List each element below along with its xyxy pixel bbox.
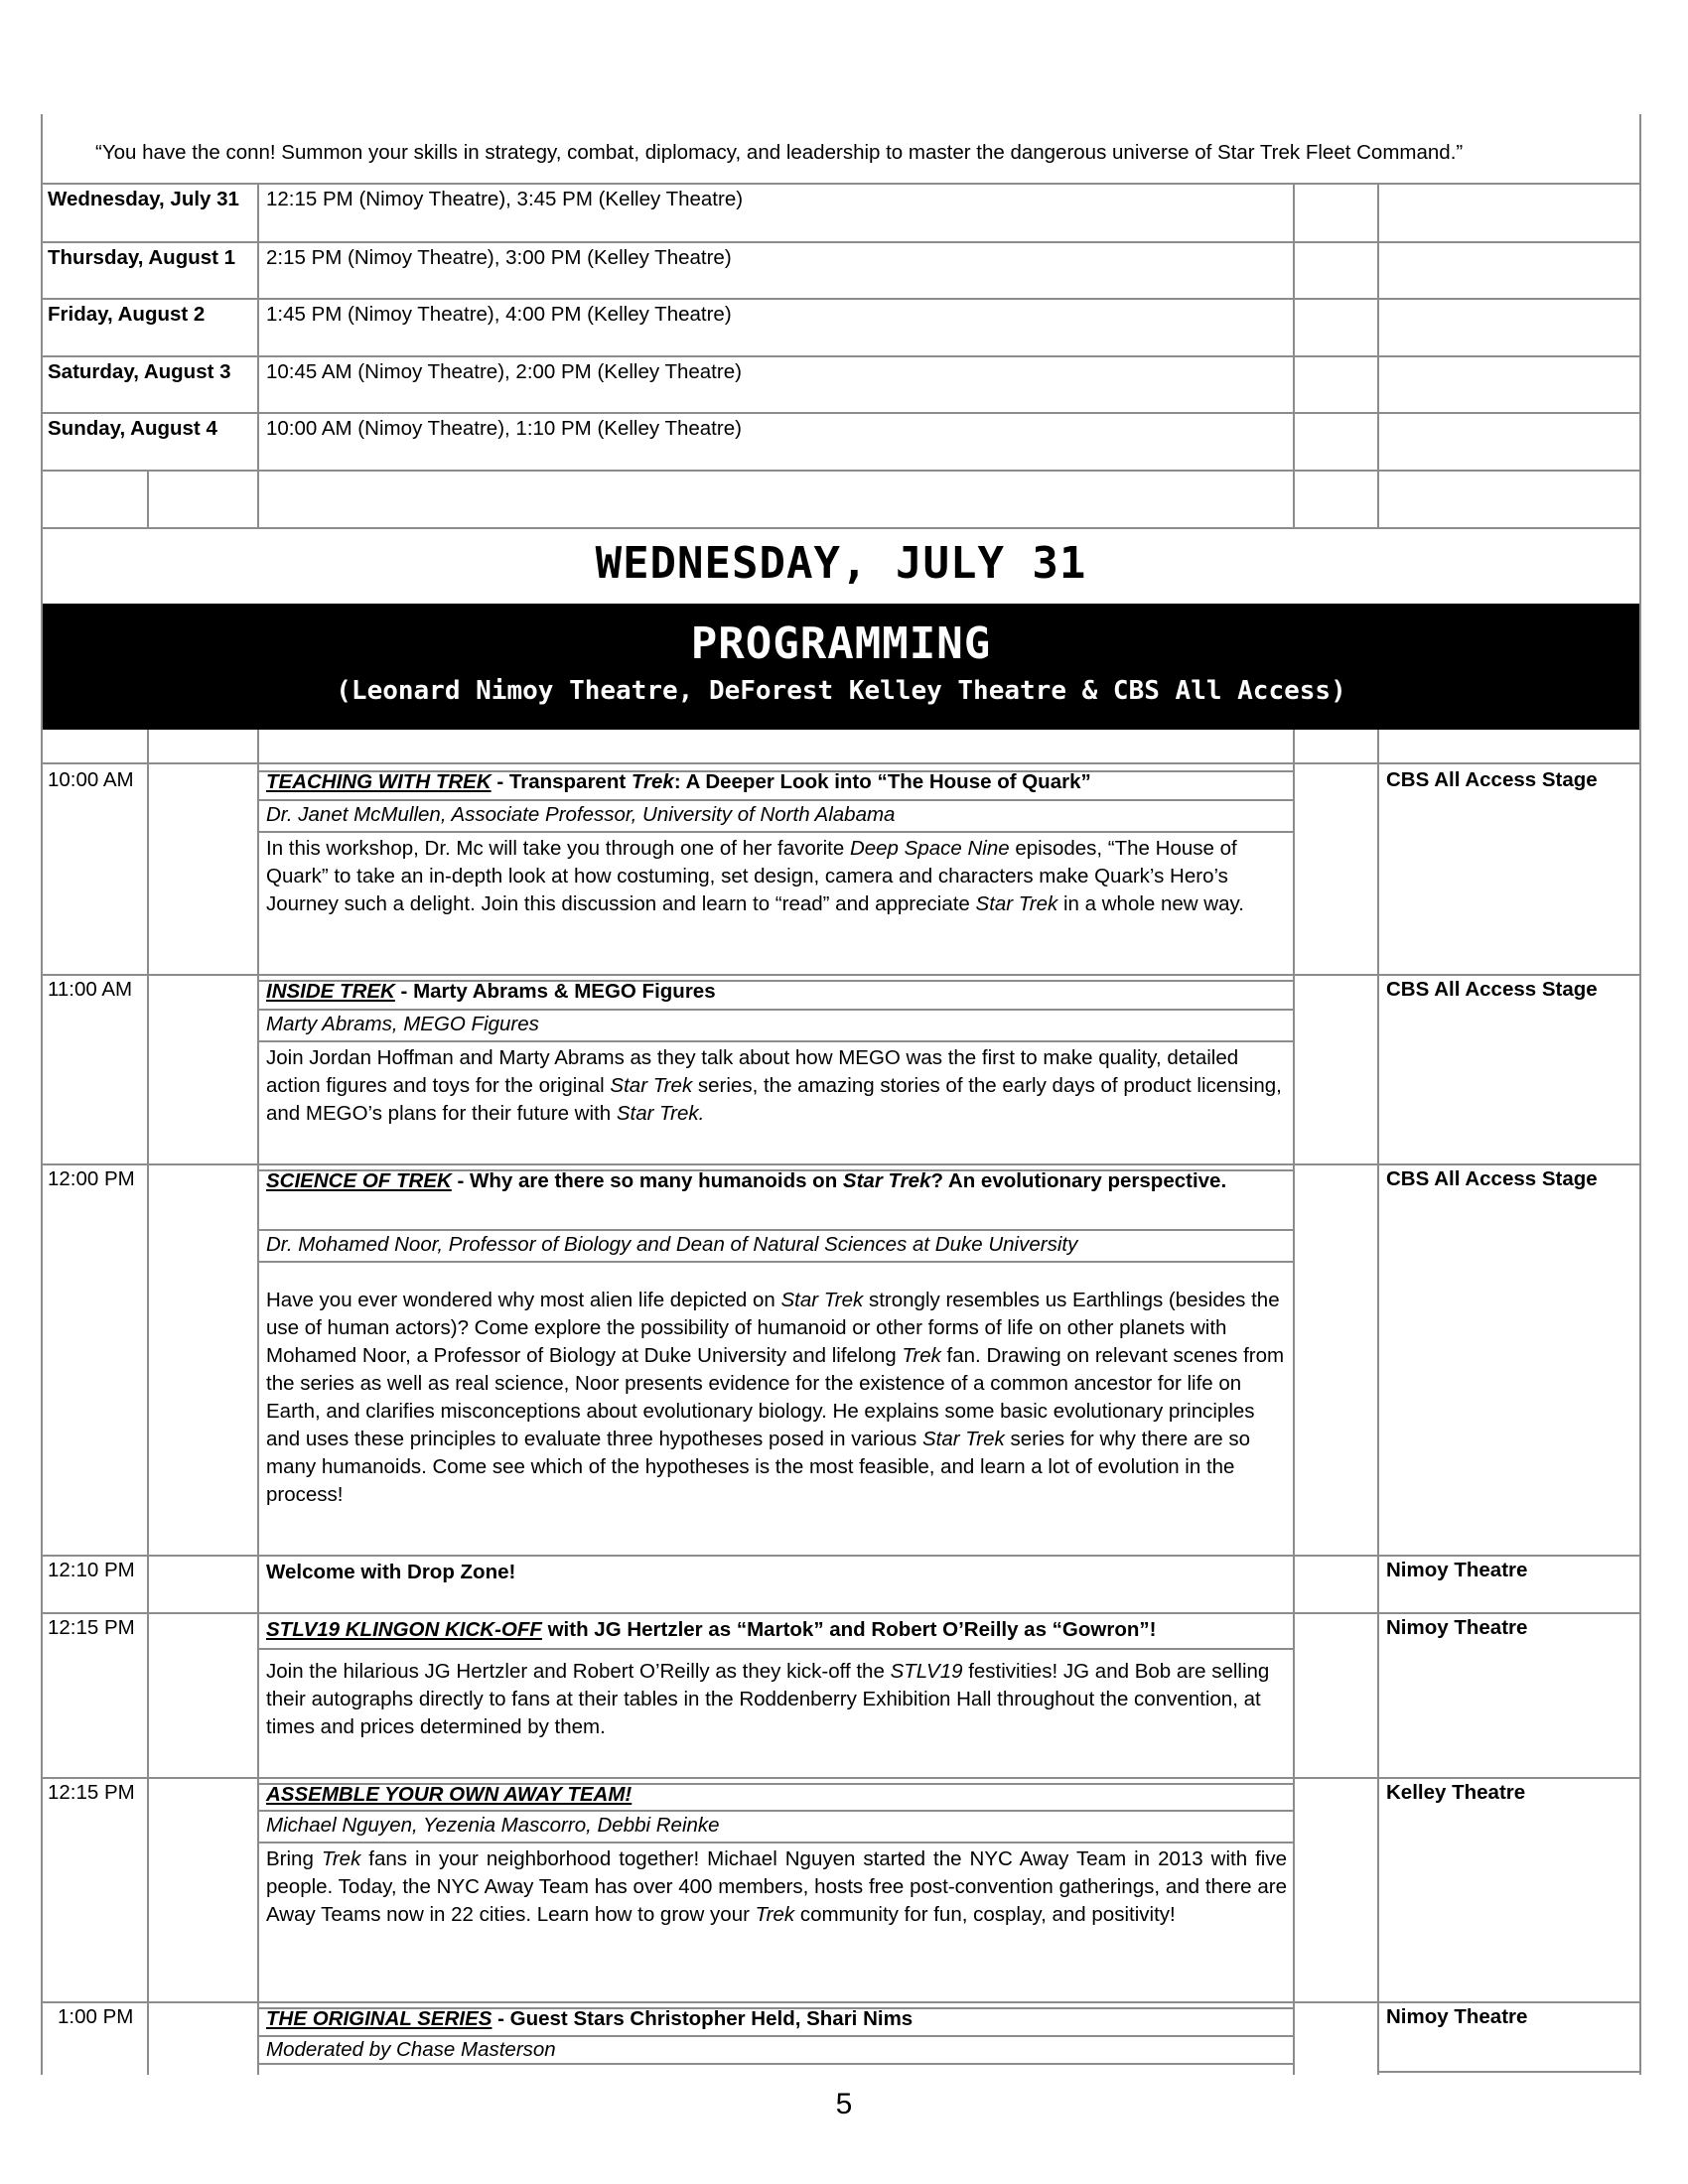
description-italic-run: Star Trek [780,1289,864,1311]
event-presenter: Dr. Janet McMullen, Associate Professor, University of North Alabama [266,803,896,826]
event-series: INSIDE TREK [266,980,395,1003]
event-title [266,978,716,1006]
description-run: festivities! JG and Bob are selling their autographs directly to fans at their tables in the Roddenberry Exhibition Hall throughout the convention, at times and prices determined by them. [266,1660,1270,1738]
event-title [266,768,1091,796]
description-italic-run: Star Trek [610,1074,693,1097]
event-title-text: - Guest Stars Christopher Held, Shari Nims [492,2007,914,2030]
schedule-times-2: 2:15 PM (Nimoy Theatre), 3:00 PM (Kelley Theatre) [266,246,732,269]
event-description [266,1658,1287,1741]
schedule-day-1: Wednesday, July 31 [48,188,239,210]
description-italic-run: Trek [902,1344,941,1367]
event-time: 11:00 AM [48,978,133,1001]
schedule-day-3: Friday, August 2 [48,303,206,326]
event-time: 10:00 AM [48,768,134,791]
event-location: CBS All Access Stage [1386,978,1598,1001]
event-series: THE ORIGINAL SERIES [266,2007,492,2030]
event-description [266,1845,1287,1929]
schedule-times-5: 10:00 AM (Nimoy Theatre), 1:10 PM (Kelley Theatre) [266,417,742,440]
banner-subtitle: (Leonard Nimoy Theatre, DeForest Kelley Theatre & CBS All Access) [336,676,1346,706]
banner-title: PROGRAMMING [690,618,992,669]
description-italic-run: Star Trek. [616,1102,705,1125]
description-italic-run: STLV19 [890,1660,963,1683]
event-title-text: - Marty Abrams & MEGO Figures [394,980,716,1003]
description-italic-run: Trek [755,1903,795,1926]
event-presenter: Dr. Mohamed Noor, Professor of Biology and Dean of Natural Sciences at Duke University [266,1233,1078,1256]
event-title: Welcome with Drop Zone! [266,1561,516,1583]
event-title-end: ? An evolutionary perspective. [930,1169,1227,1192]
description-italic-run: Trek [321,1847,361,1870]
description-italic-run: Star Trek [975,892,1058,915]
event-title-text: - Why are there so many humanoids on [451,1169,843,1192]
description-run: Have you ever wondered why most alien life depicted on [266,1289,781,1311]
event-location: Nimoy Theatre [1386,2005,1528,2028]
event-location: CBS All Access Stage [1386,1167,1598,1190]
event-series: ASSEMBLE YOUR OWN AWAY TEAM! [266,1783,633,1806]
description-run: Bring [266,1847,322,1870]
schedule-times-1: 12:15 PM (Nimoy Theatre), 3:45 PM (Kelley Theatre) [266,188,744,210]
description-run: episodes, “The House of Quark” to take an in-depth look at how costuming, set design, camera and characters make Quark’s Hero’s Journey such a delight. Join this discussion and learn to “read” and appreciate [266,837,1237,915]
description-italic-run: Deep Space Nine [849,837,1010,860]
description-run: in a whole new way. [1057,892,1244,915]
programming-banner [43,604,1639,730]
event-time: 12:15 PM [48,1781,135,1804]
description-run: series, the amazing stories of the early days of product licensing, and MEGO’s plans for their future with [266,1074,1282,1125]
description-run: fans in your neighborhood together! Michael Nguyen started the NYC Away Team in 2013 with five people. Today, the NYC Away Team has over 400 members, hosts free post-convention gatherings, and there are Away Teams now in 22 cities. Learn how to grow your [266,1847,1287,1926]
event-time: 12:00 PM [48,1167,135,1190]
event-description [266,1044,1287,1128]
event-series: STLV19 KLINGON KICK-OFF [266,1618,542,1641]
event-presenter: Michael Nguyen, Yezenia Mascorro, Debbi Reinke [266,1814,720,1837]
schedule-day-5: Sunday, August 4 [48,417,217,440]
event-title [266,1616,1156,1644]
event-title [266,1781,632,1809]
event-title [266,1167,1287,1195]
event-description [266,1287,1287,1509]
event-location: Kelley Theatre [1386,1781,1526,1804]
description-run: series for why there are so many humanoids. Come see which of the hypotheses is the most feasible, and learn a lot of evolution in the process! [266,1428,1251,1506]
page-number: 5 [835,2088,853,2120]
event-presenter: Moderated by Chase Masterson [266,2038,556,2061]
event-title-end: : A Deeper Look into “The House of Quark” [673,770,1091,793]
event-description [266,835,1287,918]
event-title-italic: Star Trek [842,1169,931,1192]
event-location: CBS All Access Stage [1386,768,1598,791]
day-heading: WEDNESDAY, JULY 31 [595,538,1087,589]
schedule-times-4: 10:45 AM (Nimoy Theatre), 2:00 PM (Kelley Theatre) [266,360,742,383]
event-location: Nimoy Theatre [1386,1616,1528,1639]
description-run: In this workshop, Dr. Mc will take you through one of her favorite [266,837,850,860]
event-time: 12:15 PM [48,1616,135,1639]
event-title-italic: Trek [631,770,674,793]
event-time: 1:00 PM [58,2005,134,2028]
schedule-day-2: Thursday, August 1 [48,246,236,269]
event-title-text: - Transparent [491,770,632,793]
event-presenter: Marty Abrams, MEGO Figures [266,1013,539,1035]
schedule-day-4: Saturday, August 3 [48,360,231,383]
event-location: Nimoy Theatre [1386,1559,1528,1581]
description-run: strongly resembles us Earthlings (besides the use of human actors)? Come explore the possibility of humanoid or other forms of life on other planets with Mohamed Noor, a Professor of Biology at Duke University and lifelong [266,1289,1280,1367]
description-run: Join the hilarious JG Hertzler and Robert O’Reilly as they kick-off the [266,1660,891,1683]
description-run: community for fun, cosplay, and positivity! [794,1903,1176,1926]
description-italic-run: Star Trek [921,1428,1005,1450]
event-title [266,2005,913,2033]
intro-quote: “You have the conn! Summon your skills in strategy, combat, diplomacy, and leadership to master the dangerous universe of Star Trek Fleet Command.” [95,141,1464,164]
event-title-text: with JG Hertzler as “Martok” and Robert O’Reilly as “Gowron”! [541,1618,1157,1641]
description-run: fan. Drawing on relevant scenes from the series as well as real science, Noor presents evidence for the existence of a common ancestor for life on Earth, and clarifies misconceptions about evolutionary biology. He explains some basic evolutionary principles and uses these principles to evaluate three hypotheses posed in various [266,1344,1285,1450]
description-run: Join Jordan Hoffman and Marty Abrams as they talk about how MEGO was the first to make quality, detailed action figures and toys for the original [266,1046,1239,1097]
event-series: TEACHING WITH TREK [266,770,492,793]
event-time: 12:10 PM [48,1559,135,1581]
event-series: SCIENCE OF TREK [266,1169,452,1192]
schedule-times-3: 1:45 PM (Nimoy Theatre), 4:00 PM (Kelley Theatre) [266,303,732,326]
